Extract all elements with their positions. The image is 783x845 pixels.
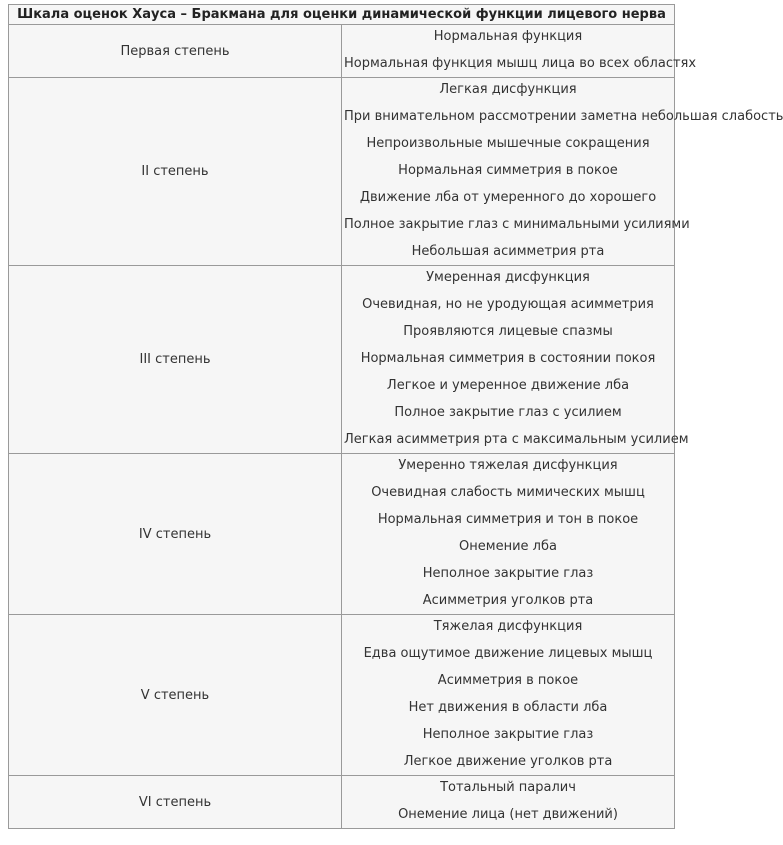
description-line: Едва ощутимое движение лицевых мышц — [363, 646, 653, 661]
grade-label: II степень — [9, 78, 342, 266]
description-line: Легкая асимметрия рта с максимальным усилием — [344, 432, 689, 447]
description-line: Асимметрия уголков рта — [422, 593, 594, 608]
grade-description — [342, 776, 675, 829]
description-line: Очевидная, но не уродующая асимметрия — [362, 297, 654, 312]
description-line: Движение лба от умеренного до хорошего — [359, 190, 657, 205]
description-line: Нормальная функция мышц лица во всех областях — [344, 56, 697, 71]
description-line: Небольшая асимметрия рта — [411, 244, 605, 259]
description-line: Нормальная функция — [433, 29, 583, 44]
description-line: Умеренная дисфункция — [426, 270, 590, 285]
description-line: Непроизвольные мышечные сокращения — [366, 136, 650, 151]
grade-label: VI степень — [9, 776, 342, 829]
table-row — [9, 78, 675, 266]
grade-description — [342, 454, 675, 615]
table-row — [9, 266, 675, 454]
description-line: Умеренно тяжелая дисфункция — [398, 458, 618, 473]
description-line: Легкое движение уголков рта — [403, 754, 613, 769]
grade-description — [342, 615, 675, 776]
grade-description — [342, 25, 697, 78]
description-line: При внимательном рассмотрении заметна небольшая слабость — [344, 109, 783, 124]
table-body — [9, 25, 783, 829]
table-row — [9, 454, 675, 615]
description-line: Онемение лица (нет движений) — [398, 807, 618, 822]
table-row — [9, 615, 675, 776]
house-brackmann-table — [8, 4, 783, 829]
table-row — [9, 25, 675, 78]
grade-label: III степень — [9, 266, 342, 454]
description-line: Нормальная симметрия в покое — [398, 163, 618, 178]
table-header-row — [9, 5, 675, 25]
description-line: Нормальная симметрия и тон в покое — [377, 512, 639, 527]
table-row — [9, 776, 675, 829]
grade-description — [342, 266, 689, 454]
grade-label: Первая степень — [9, 25, 342, 78]
grade-label: V степень — [9, 615, 342, 776]
description-line: Неполное закрытие глаз — [422, 566, 594, 581]
description-line: Полное закрытие глаз с минимальными усилиями — [344, 217, 690, 232]
description-line: Онемение лба — [459, 539, 557, 554]
description-line: Тотальный паралич — [440, 780, 576, 795]
grade-description — [342, 78, 783, 266]
description-line: Проявляются лицевые спазмы — [403, 324, 613, 339]
description-line: Нет движения в области лба — [408, 700, 608, 715]
table-title: Шкала оценок Хауса – Бракмана для оценки динамической функции лицевого нерва — [9, 5, 675, 25]
description-line: Легкое и умеренное движение лба — [386, 378, 630, 393]
grade-label: IV степень — [9, 454, 342, 615]
description-line: Тяжелая дисфункция — [433, 619, 583, 634]
description-line: Очевидная слабость мимических мышц — [371, 485, 645, 500]
description-line: Полное закрытие глаз с усилием — [394, 405, 622, 420]
description-line: Легкая дисфункция — [439, 82, 577, 97]
description-line: Нормальная симметрия в состоянии покоя — [360, 351, 656, 366]
scale-table-wrapper — [8, 4, 783, 829]
description-line: Асимметрия в покое — [437, 673, 579, 688]
description-line: Неполное закрытие глаз — [422, 727, 594, 742]
